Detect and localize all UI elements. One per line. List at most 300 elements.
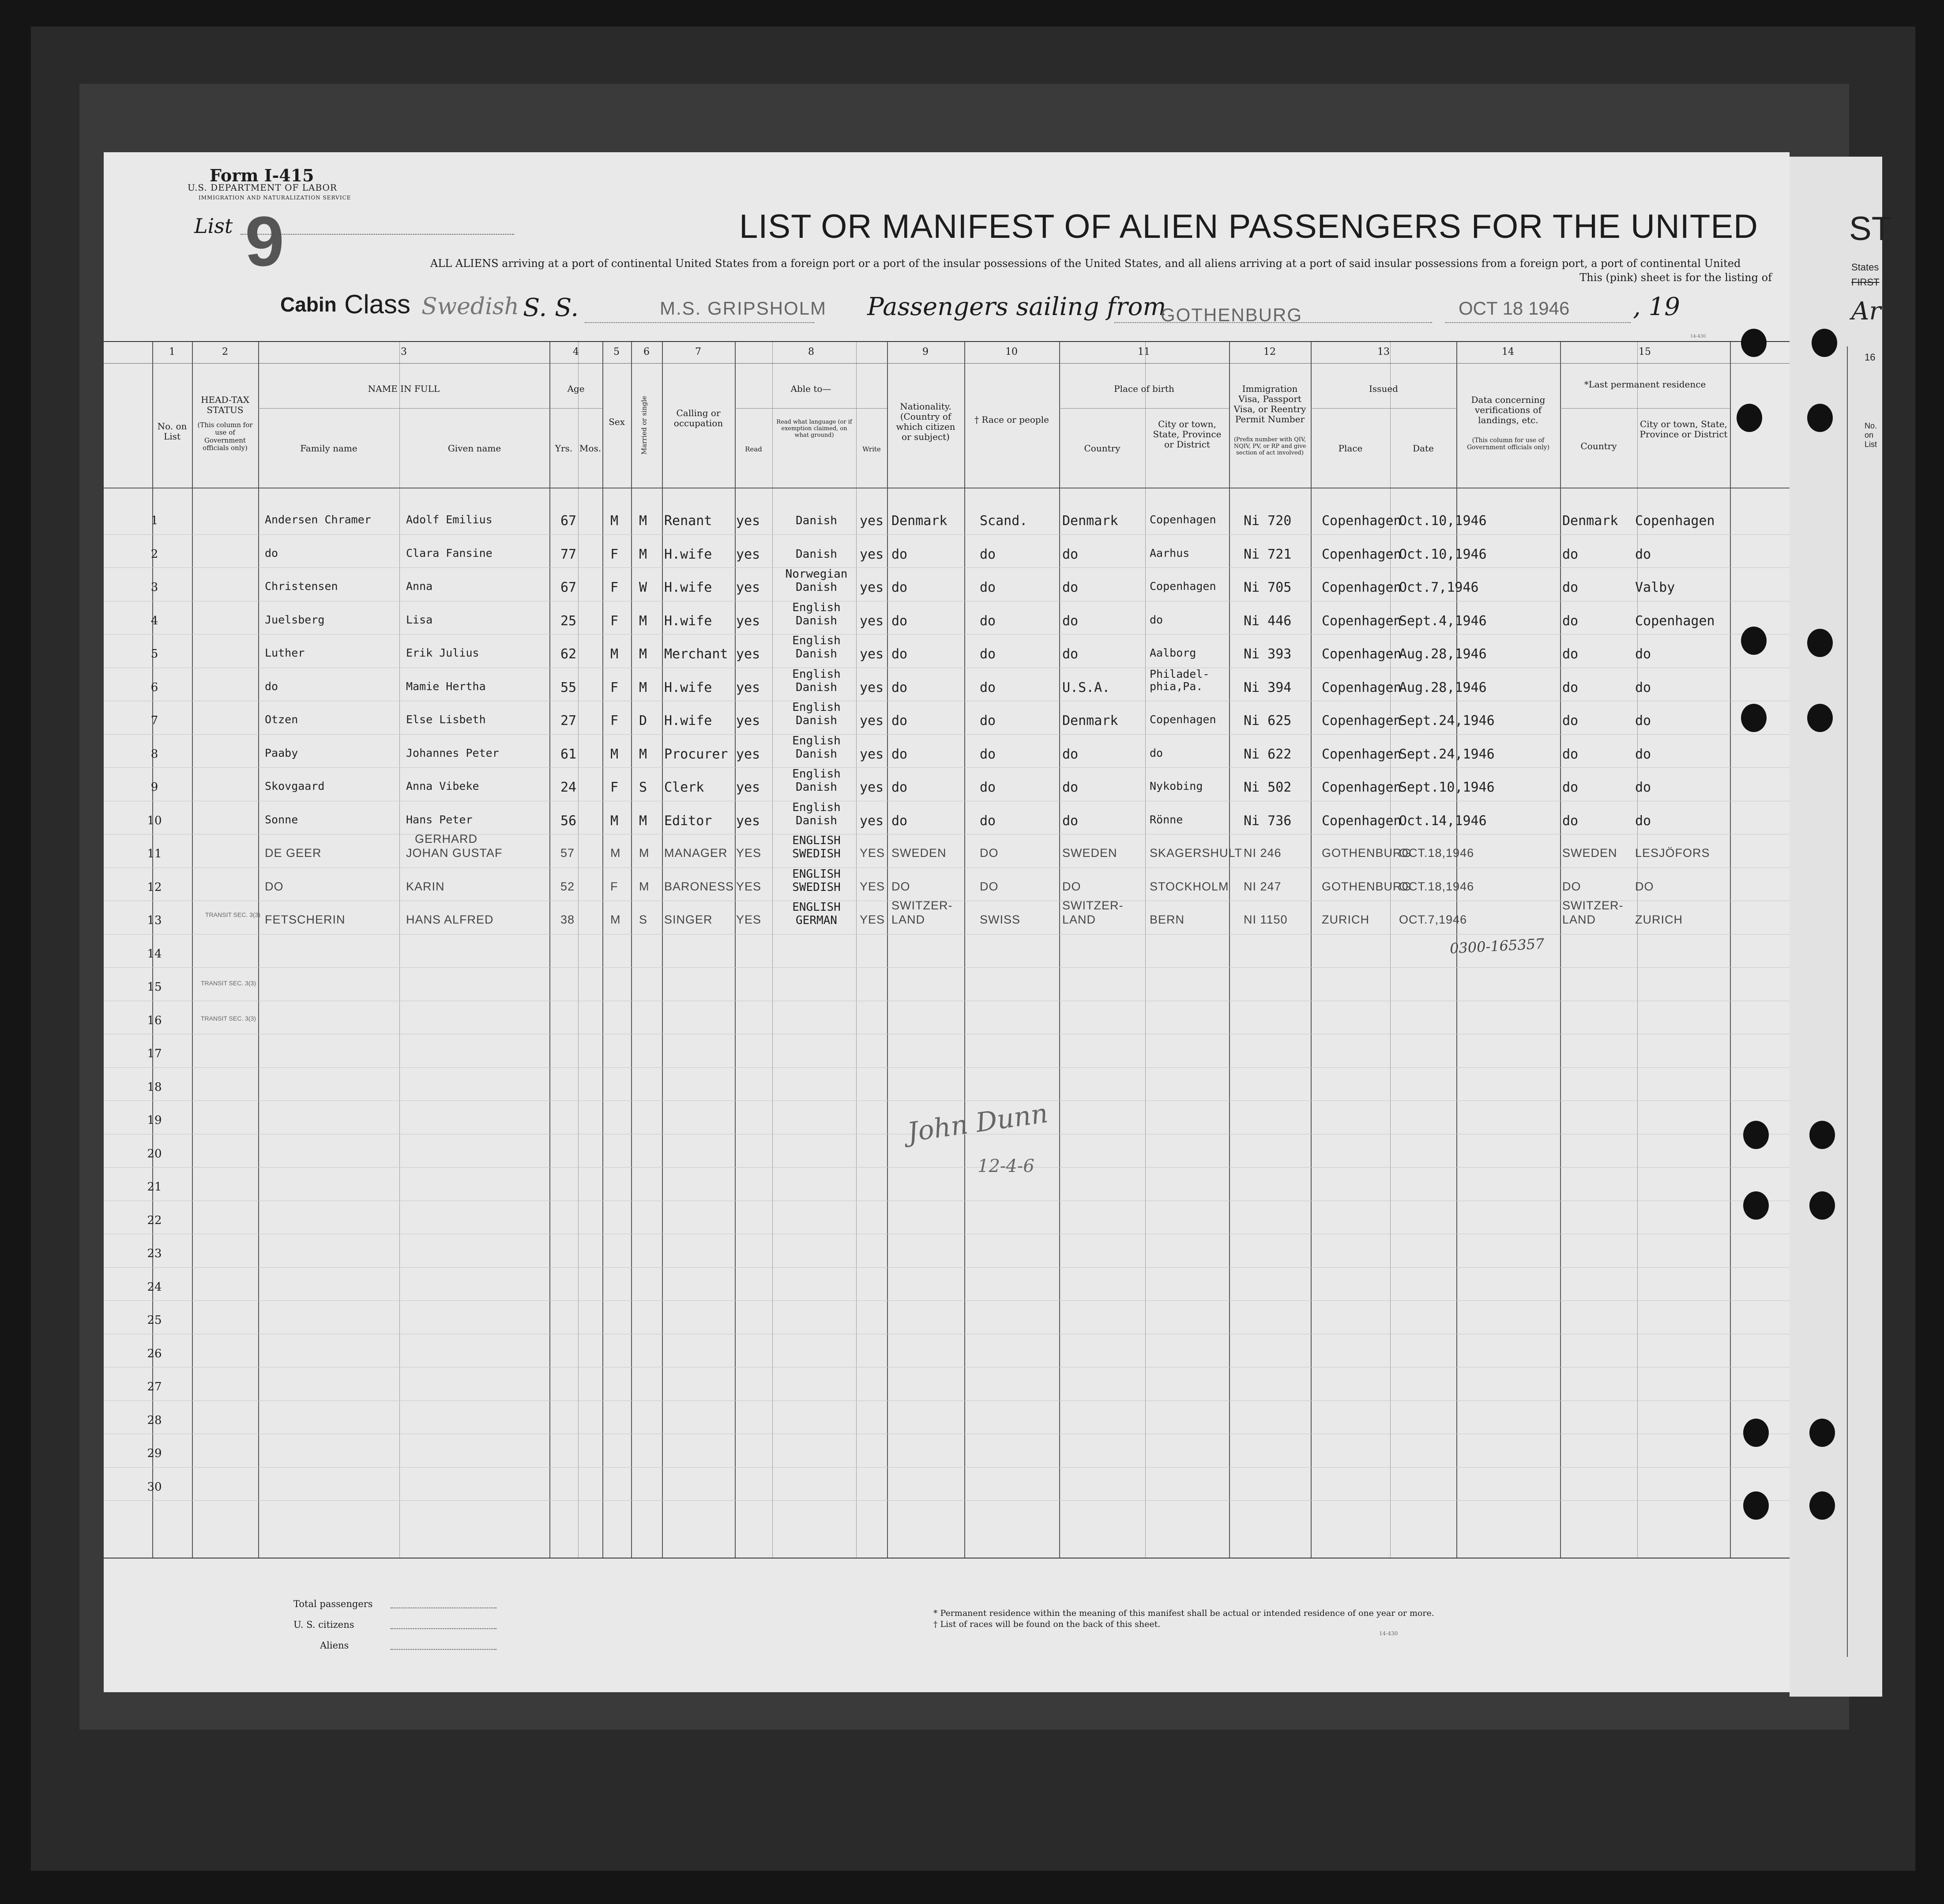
cell-occupation: H.wife — [664, 613, 712, 629]
hdr-head-tax-note: (This column for use of Government officials only) — [197, 421, 253, 452]
cell-residence-country: do — [1562, 680, 1579, 695]
row-rule — [104, 1300, 1790, 1301]
hdr-visa: Immigration Visa, Passport Visa, or Reentry Permit Number — [1233, 383, 1306, 424]
next-no-on-list: No. on List — [1865, 421, 1877, 449]
cell-marital-status: M — [639, 879, 650, 893]
cell-occupation: Clerk — [664, 780, 704, 795]
cell-write: YES — [860, 879, 885, 893]
colnum-5: 5 — [613, 346, 620, 357]
cell-language-secondary: ENGLISH — [792, 901, 841, 914]
transit-stamp-2: TRANSIT SEC. 3(3) — [201, 980, 256, 987]
cell-write: yes — [860, 813, 884, 829]
cell-issue-place: GOTHENBURG — [1322, 879, 1412, 893]
cell-given-name: KARIN — [406, 879, 445, 893]
row-number: 20 — [147, 1147, 162, 1160]
cell-race: do — [980, 613, 996, 629]
cell-marital-status: M — [639, 746, 647, 762]
cell-write: yes — [860, 646, 884, 662]
hdr-age-yrs: Yrs. — [555, 443, 573, 454]
cell-race: do — [980, 546, 996, 562]
hdr-head-tax: HEAD-TAX STATUS — [201, 394, 249, 415]
punch-hole — [1807, 404, 1833, 432]
cell-birth-country: Denmark — [1062, 513, 1118, 529]
hdr-no-on-list: No. on List — [157, 421, 187, 442]
cell-occupation: Editor — [664, 813, 712, 829]
cell-issue-date: Sept.10,1946 — [1399, 780, 1495, 795]
cell-birth-city: Aalborg — [1150, 646, 1196, 659]
cell-birth-city: do — [1150, 746, 1163, 759]
colnum-15: 15 — [1639, 346, 1651, 357]
next-sheet-edge — [1790, 157, 1892, 1697]
cell-write: yes — [860, 780, 884, 795]
hdr-calling: Calling or occupation — [673, 408, 723, 428]
cell-birth-country: Denmark — [1062, 713, 1118, 729]
row-number: 27 — [147, 1380, 162, 1393]
punch-hole — [1741, 329, 1767, 357]
cell-language-secondary: ENGLISH — [792, 867, 841, 881]
cell-residence-country: do — [1562, 580, 1579, 595]
cell-visa-number: Ni 393 — [1244, 646, 1292, 662]
cell-language-secondary: English — [792, 701, 841, 714]
cell-visa-number: NI 1150 — [1244, 913, 1288, 926]
cell-age: 55 — [560, 680, 577, 695]
cell-visa-number: Ni 502 — [1244, 780, 1292, 795]
cell-language-secondary: English — [792, 767, 841, 781]
cell-marital-status: M — [639, 813, 647, 829]
cell-issue-place: Copenhagen — [1322, 813, 1402, 829]
cell-read: yes — [736, 813, 760, 829]
row-number: 1 — [150, 514, 158, 527]
hdr-race: † Race or people — [974, 414, 1049, 425]
cell-residence-city: Copenhagen — [1635, 513, 1715, 529]
cell-residence-city: do — [1635, 713, 1651, 729]
colnum-12: 12 — [1263, 346, 1276, 357]
cell-marital-status: S — [639, 913, 648, 926]
next-colnum-16: 16 — [1865, 352, 1876, 363]
colnum-14: 14 — [1502, 346, 1514, 357]
year-label: , 19 — [1633, 293, 1680, 321]
hdr-data-landings: Data concerning verifications of landings, etc. — [1471, 394, 1545, 425]
hdr-name-in-full: NAME IN FULL — [368, 383, 440, 394]
row-number: 9 — [150, 781, 158, 794]
cell-birth-country: do — [1062, 613, 1079, 629]
cell-language: Danish — [796, 680, 837, 694]
row-number: 16 — [147, 1014, 162, 1027]
manifest-title: LIST OR MANIFEST OF ALIEN PASSENGERS FOR THE UNITED — [739, 208, 1758, 245]
cell-race: SWISS — [980, 913, 1021, 926]
row-number: 15 — [147, 980, 162, 994]
citizens-line — [391, 1628, 496, 1629]
cell-race: Scand. — [980, 513, 1028, 529]
cell-family-name: FETSCHERIN — [265, 913, 346, 926]
cell-language: Danish — [796, 581, 837, 594]
cell-read: YES — [736, 913, 762, 926]
cell-write: yes — [860, 546, 884, 562]
cell-language-secondary: ENGLISH — [792, 834, 841, 847]
cell-age: 67 — [560, 513, 577, 529]
cell-visa-number: Ni 720 — [1244, 513, 1292, 529]
cell-write: YES — [860, 846, 885, 860]
manifest-subtitle-2: This (pink) sheet is for the listing of — [1579, 271, 1772, 284]
handwritten-number: 0300-165357 — [1449, 935, 1545, 957]
cell-race: do — [980, 646, 996, 662]
cell-birth-city: Nykobing — [1150, 780, 1203, 792]
row-rule — [104, 1067, 1790, 1068]
row-number: 22 — [147, 1213, 162, 1227]
cell-occupation: MANAGER — [664, 846, 728, 860]
cell-issue-place: Copenhagen — [1322, 680, 1402, 695]
date-line — [1445, 322, 1631, 323]
row-number: 29 — [147, 1447, 162, 1460]
ship-nationality-handwritten: Swedish — [421, 293, 519, 320]
cell-sex: M — [610, 646, 619, 662]
row-number: 19 — [147, 1114, 162, 1127]
hdr-data-note: (This column for use of Government officials only) — [1466, 437, 1550, 451]
cell-birth-city: SKAGERSHULT — [1150, 846, 1243, 860]
cell-visa-number: Ni 394 — [1244, 680, 1292, 695]
cell-residence-country: do — [1562, 746, 1579, 762]
cell-issue-place: Copenhagen — [1322, 580, 1402, 595]
cell-family-name: Otzen — [265, 713, 298, 726]
cell-nationality: do — [891, 646, 908, 662]
cell-visa-number: Ni 625 — [1244, 713, 1292, 729]
inspector-signature: John Dunn — [905, 1098, 1050, 1148]
row-rule — [104, 634, 1790, 635]
colnum-6: 6 — [643, 346, 650, 357]
cell-family-name: DE GEER — [265, 846, 322, 860]
cell-residence-country: do — [1562, 613, 1579, 629]
cell-age: 67 — [560, 580, 577, 595]
cell-nationality: LAND — [891, 913, 925, 926]
row-rule — [104, 534, 1790, 535]
cell-language: SWEDISH — [792, 847, 841, 860]
cell-family-name: Juelsberg — [265, 613, 325, 626]
hdr-issue-place: Place — [1338, 443, 1363, 454]
cell-marital-status: M — [639, 513, 647, 529]
cell-read: yes — [736, 680, 760, 695]
cell-residence-city: do — [1635, 813, 1651, 829]
cell-residence-country: SWEDEN — [1562, 846, 1617, 860]
row-number: 7 — [150, 714, 158, 727]
cell-issue-place: Copenhagen — [1322, 613, 1402, 629]
cell-birth-city: Copenhagen — [1150, 513, 1216, 526]
row-rule — [104, 934, 1790, 935]
aliens-line — [391, 1649, 496, 1650]
hdr-issued: Issued — [1369, 383, 1398, 394]
hdr-last-residence: *Last permanent residence — [1584, 379, 1706, 390]
cell-birth-city: Copenhagen — [1150, 580, 1216, 593]
cell-sex: F — [610, 713, 619, 729]
cell-write: YES — [860, 913, 885, 926]
cell-read: yes — [736, 746, 760, 762]
sailing-date: OCT 18 1946 — [1459, 298, 1570, 319]
cell-read: yes — [736, 546, 760, 562]
row-rule — [104, 1500, 1790, 1501]
cell-language-secondary: English — [792, 734, 841, 747]
hdr-able-to: Able to— — [790, 383, 831, 394]
cell-residence-country: Denmark — [1562, 513, 1618, 529]
row-number: 4 — [150, 614, 158, 627]
punch-hole — [1743, 1419, 1769, 1447]
row-number: 21 — [147, 1180, 162, 1194]
row-number: 23 — [147, 1247, 162, 1260]
cell-write: yes — [860, 513, 884, 529]
cell-language: Danish — [796, 547, 837, 561]
cell-read: yes — [736, 613, 760, 629]
cell-nationality: Denmark — [891, 513, 948, 529]
department-label: U.S. DEPARTMENT OF LABOR — [188, 182, 337, 193]
cell-given-name: JOHAN GUSTAF — [406, 846, 503, 860]
punch-hole — [1807, 704, 1833, 732]
cell-residence-city: do — [1635, 780, 1651, 795]
cell-write: yes — [860, 713, 884, 729]
cell-residence-country: LAND — [1562, 913, 1596, 926]
hdr-age-mos: Mos. — [579, 443, 602, 454]
row-number: 12 — [147, 880, 162, 894]
cell-birth-city: Aarhus — [1150, 546, 1190, 560]
cell-issue-date: Oct.10,1946 — [1399, 513, 1487, 529]
cell-age: 38 — [560, 913, 575, 926]
cell-issue-place: Copenhagen — [1322, 780, 1402, 795]
cell-language-secondary: Norwegian — [785, 567, 848, 581]
cell-language: SWEDISH — [792, 880, 841, 894]
cell-marital-status: M — [639, 846, 650, 860]
cell-family-name: DO — [265, 879, 284, 893]
footnote-residence: * Permanent residence within the meaning of this manifest shall be actual or intended residence of one year or more. — [933, 1608, 1434, 1618]
cell-birth-country: do — [1062, 780, 1079, 795]
punch-hole — [1809, 1121, 1835, 1149]
cell-language: Danish — [796, 781, 837, 794]
cell-read: yes — [736, 646, 760, 662]
cell-birth-country: do — [1062, 813, 1079, 829]
cell-age: 56 — [560, 813, 577, 829]
cell-issue-date: Sept.4,1946 — [1399, 613, 1487, 629]
cell-residence-country: do — [1562, 813, 1579, 829]
cell-race: do — [980, 746, 996, 762]
cell-language: Danish — [796, 614, 837, 627]
cell-occupation: SINGER — [664, 913, 713, 926]
cell-language: Danish — [796, 647, 837, 661]
row-number: 3 — [150, 581, 158, 594]
cell-occupation: Renant — [664, 513, 712, 529]
hdr-read-language: Read what language (or if exemption claimed, on what ground) — [776, 419, 852, 439]
cell-occupation: BARONESS — [664, 879, 734, 893]
row-number: 25 — [147, 1314, 162, 1327]
cell-birth-country: do — [1062, 546, 1079, 562]
cell-visa-number: Ni 721 — [1244, 546, 1292, 562]
list-underline — [241, 234, 514, 235]
cell-nationality: SWEDEN — [891, 846, 947, 860]
cell-nationality: do — [891, 780, 908, 795]
cell-race: DO — [980, 846, 999, 860]
row-number: 10 — [147, 814, 162, 827]
cell-residence-city: Copenhagen — [1635, 613, 1715, 629]
row-rule — [104, 1100, 1790, 1101]
cell-read: yes — [736, 780, 760, 795]
cell-family-name: Skovgaard — [265, 780, 325, 792]
cell-given-name: Hans Peter — [406, 813, 473, 826]
cell-sex: F — [610, 613, 619, 629]
row-number: 28 — [147, 1413, 162, 1427]
transit-stamp: TRANSIT SEC. 3(3) — [205, 911, 260, 918]
cell-issue-date: Sept.24,1946 — [1399, 713, 1495, 729]
cell-read: yes — [736, 580, 760, 595]
row-rule — [104, 567, 1790, 568]
cell-nationality: do — [891, 680, 908, 695]
footer-aliens: Aliens — [320, 1640, 349, 1651]
cell-occupation: Procurer — [664, 746, 728, 762]
row-rule — [104, 1267, 1790, 1268]
cell-issue-place: Copenhagen — [1322, 713, 1402, 729]
hdr-write: Write — [862, 445, 881, 453]
cell-age: 61 — [560, 746, 577, 762]
row-number: 24 — [147, 1280, 162, 1294]
cell-residence-city: do — [1635, 546, 1651, 562]
hdr-given-name: Given name — [447, 443, 501, 454]
cell-family-name: Andersen Chramer — [265, 513, 371, 526]
hdr-res-country: Country — [1580, 441, 1617, 451]
cell-residence-city: Valby — [1635, 580, 1675, 595]
cell-family-name: Christensen — [265, 580, 338, 593]
hdr-place-of-birth: Place of birth — [1114, 383, 1174, 394]
cell-marital-status: S — [639, 780, 647, 795]
cell-age: 57 — [560, 846, 575, 860]
cell-birth-city: BERN — [1150, 913, 1185, 926]
hdr-family-name: Family name — [300, 443, 357, 454]
cell-birth-city: Rönne — [1150, 813, 1183, 826]
cell-given-name: Erik Julius — [406, 646, 479, 659]
cell-given-name: Else Lisbeth — [406, 713, 486, 726]
punch-hole — [1809, 1491, 1835, 1520]
cell-nationality-secondary: SWITZER- — [891, 899, 953, 912]
hdr-visa-note: (Prefix number with QIV, NQIV, PV, or RP and give section of act involved) — [1233, 436, 1306, 456]
row-number: 13 — [147, 914, 162, 927]
cell-residence-city: DO — [1635, 879, 1654, 893]
cell-residence-country: DO — [1562, 879, 1581, 893]
ss-label: S. S. — [523, 293, 579, 322]
form-reference: 14-430 — [1690, 334, 1706, 339]
cell-language-secondary: English — [792, 800, 841, 814]
cell-read: YES — [736, 879, 762, 893]
punch-hole — [1737, 404, 1762, 432]
hdr-birth-city: City or town, State, Province or District — [1153, 419, 1222, 450]
cell-nationality: do — [891, 546, 908, 562]
cell-read: YES — [736, 846, 762, 860]
next-title-fragment: ST — [1849, 210, 1892, 248]
cell-residence-city: do — [1635, 746, 1651, 762]
cell-residence-country: do — [1562, 646, 1579, 662]
cell-race: do — [980, 780, 996, 795]
cell-residence-country: do — [1562, 546, 1579, 562]
next-line-2: FIRST — [1851, 277, 1880, 288]
departure-port: GOTHENBURG — [1161, 304, 1303, 325]
cell-given-name: Clara Fansine — [406, 546, 493, 560]
row-number: 6 — [150, 680, 158, 694]
cell-language-secondary: English — [792, 667, 841, 681]
cell-age: 77 — [560, 546, 577, 562]
service-label: IMMIGRATION AND NATURALIZATION SERVICE — [199, 195, 351, 201]
cell-nationality: do — [891, 746, 908, 762]
cell-sex: F — [610, 580, 619, 595]
row-number: 17 — [147, 1047, 162, 1060]
cell-nationality: do — [891, 813, 908, 829]
colnum-1: 1 — [169, 346, 175, 357]
cell-sex: F — [610, 780, 619, 795]
punch-hole — [1812, 329, 1837, 357]
cell-sex: M — [610, 813, 619, 829]
cell-language: GERMAN — [796, 914, 837, 927]
cell-family-name: do — [265, 546, 278, 560]
cabin-label: Cabin — [280, 293, 337, 316]
cell-read: yes — [736, 713, 760, 729]
manifest-subtitle: ALL ALIENS arriving at a port of continental United States from a foreign port or a port of the insular possessions of the United States, and all aliens arriving at a port of said insular possessions from a foreign port, a port of continental United — [430, 257, 1741, 270]
cell-family-name: Sonne — [265, 813, 298, 826]
cell-nationality: do — [891, 613, 908, 629]
cell-write: yes — [860, 746, 884, 762]
cell-issue-date: Oct.10,1946 — [1399, 546, 1487, 562]
row-number: 26 — [147, 1347, 162, 1360]
cell-birth-city: STOCKHOLM — [1150, 879, 1229, 893]
cell-marital-status: D — [639, 713, 647, 729]
colnum-10: 10 — [1005, 346, 1018, 357]
punch-hole — [1743, 1491, 1769, 1520]
footnote-races: † List of races will be found on the back of this sheet. — [933, 1619, 1161, 1629]
cell-issue-place: Copenhagen — [1322, 546, 1402, 562]
list-number: 9 — [245, 202, 284, 281]
hdr-sex: Sex — [609, 417, 625, 427]
cell-visa-number: Ni 705 — [1244, 580, 1292, 595]
cell-issue-date: OCT.18,1946 — [1399, 846, 1474, 860]
cell-birth-country: do — [1062, 646, 1079, 662]
cell-given-name: HANS ALFRED — [406, 913, 494, 926]
cell-occupation: H.wife — [664, 713, 712, 729]
cell-sex: F — [610, 680, 619, 695]
next-line-3: Ar — [1851, 297, 1881, 326]
row-rule — [104, 767, 1790, 768]
cell-family-name: do — [265, 680, 278, 693]
cell-issue-date: Oct.7,1946 — [1399, 580, 1479, 595]
cell-language: Danish — [796, 714, 837, 727]
cell-issue-date: Sept.24,1946 — [1399, 746, 1495, 762]
cell-issue-place: Copenhagen — [1322, 646, 1402, 662]
manifest-sheet — [104, 152, 1790, 1692]
colnum-11: 11 — [1138, 346, 1150, 357]
cell-given-name: Anna Vibeke — [406, 780, 479, 792]
cell-visa-number: NI 247 — [1244, 879, 1282, 893]
cell-given-name: Anna — [406, 580, 433, 593]
cell-language: Danish — [796, 814, 837, 827]
row-number: 30 — [147, 1480, 162, 1494]
cell-write: yes — [860, 580, 884, 595]
cell-birth-city: do — [1150, 613, 1163, 626]
cell-residence-city: do — [1635, 680, 1651, 695]
cell-given-name: Lisa — [406, 613, 433, 626]
cell-visa-number: Ni 446 — [1244, 613, 1292, 629]
cell-birth-country: do — [1062, 580, 1079, 595]
cell-marital-status: M — [639, 613, 647, 629]
cell-family-name: Paaby — [265, 746, 298, 759]
hdr-married: Married or single — [640, 396, 648, 455]
cell-birth-city: Copenhagen — [1150, 713, 1216, 726]
colnum-2: 2 — [222, 346, 228, 357]
footer-form-ref: 14-430 — [1379, 1630, 1398, 1637]
punch-hole — [1809, 1191, 1835, 1220]
total-line — [391, 1607, 496, 1608]
cell-residence-city: ZURICH — [1635, 913, 1683, 926]
cell-language-secondary: English — [792, 601, 841, 614]
row-rule — [104, 1467, 1790, 1468]
row-number: 5 — [150, 647, 158, 661]
